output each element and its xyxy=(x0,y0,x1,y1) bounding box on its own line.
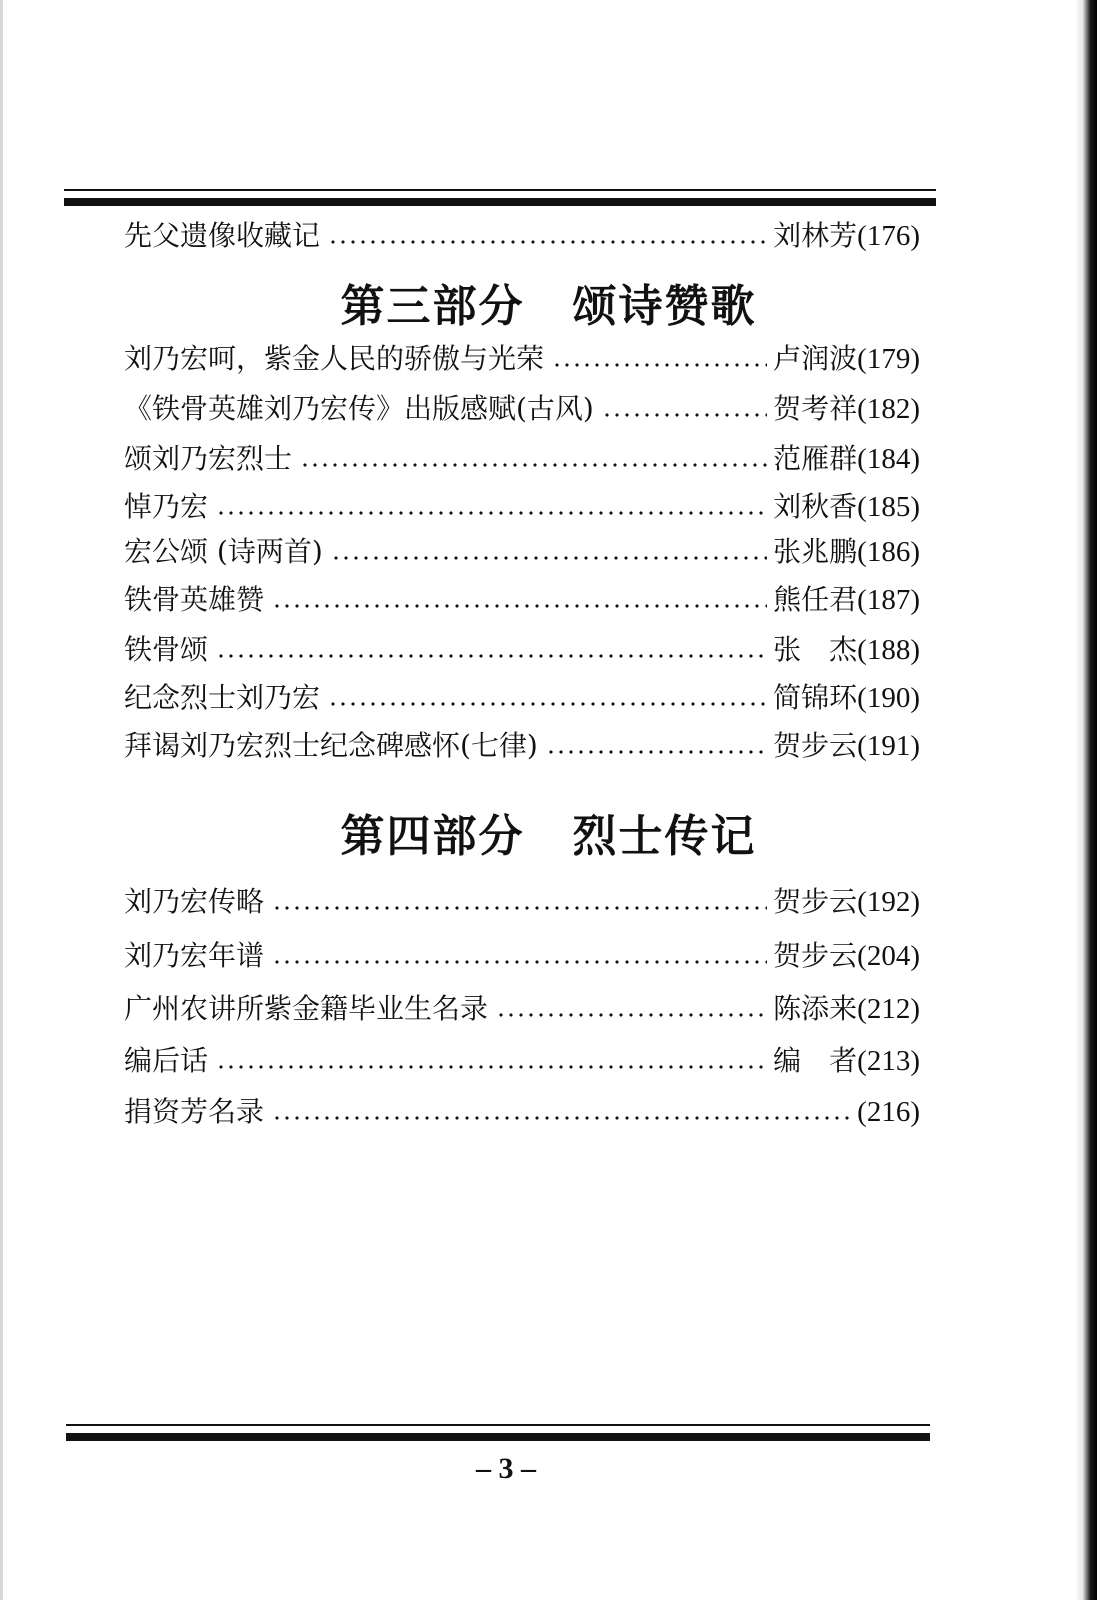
toc-entry[interactable] xyxy=(124,724,920,764)
toc-entry-title: 纪念烈士刘乃宏 xyxy=(124,681,321,714)
toc-entry-page: (190) xyxy=(857,682,920,714)
toc-entry-title: 广州农讲所紫金籍毕业生名录 xyxy=(124,992,489,1025)
dot-leader xyxy=(272,906,767,910)
dot-leader xyxy=(216,511,767,515)
dot-leader xyxy=(328,702,767,706)
toc-entry-title: 刘乃宏年谱 xyxy=(124,939,265,972)
toc-entry-author: 范雁群 xyxy=(773,442,858,475)
top-rule-thick xyxy=(64,198,936,206)
toc-entry-author: 卢润波 xyxy=(773,342,858,375)
toc-entry-author: 张兆鹏 xyxy=(773,535,858,568)
toc-entry[interactable] xyxy=(124,437,920,477)
toc-entry[interactable] xyxy=(124,1090,920,1130)
toc-entry-title: 先父遗像收藏记 xyxy=(124,219,321,252)
toc-entry[interactable] xyxy=(124,337,920,377)
toc-entry-author: 贺步云 xyxy=(773,885,858,918)
dot-leader xyxy=(272,1116,851,1120)
toc-entry-author: 熊任君 xyxy=(773,583,858,616)
toc-entry-author: 贺步云 xyxy=(773,729,858,762)
toc-entry[interactable] xyxy=(124,1039,920,1079)
dot-leader xyxy=(216,654,767,658)
toc-entry-author: 刘秋香 xyxy=(773,490,858,523)
toc-entry-title: 拜谒刘乃宏烈士纪念碑感怀(七律) xyxy=(124,729,538,762)
page-number: – 3 – xyxy=(476,1452,536,1485)
toc-entry[interactable] xyxy=(124,387,920,427)
toc-entry-author: 陈添来 xyxy=(773,992,858,1025)
dot-leader xyxy=(272,604,767,608)
toc-entry[interactable] xyxy=(124,987,920,1027)
toc-entry-title: 编后话 xyxy=(124,1044,209,1077)
toc-entry-author: 简锦环 xyxy=(773,681,858,714)
toc-entry-page: (179) xyxy=(857,343,920,375)
top-rule-thin xyxy=(64,189,936,191)
toc-entry[interactable] xyxy=(124,676,920,716)
section-heading-part-3 xyxy=(0,270,1097,334)
toc-entry-author: 刘林芳 xyxy=(773,219,858,252)
dot-leader xyxy=(300,463,767,467)
toc-entry-author: 贺考祥 xyxy=(773,392,858,425)
toc-entry[interactable] xyxy=(124,485,920,525)
toc-entry-title: 刘乃宏呵，紫金人民的骄傲与光荣 xyxy=(124,342,545,375)
dot-leader xyxy=(602,413,767,417)
toc-entry-page: (186) xyxy=(857,536,920,568)
dot-leader xyxy=(552,363,767,367)
toc-entry-page: (182) xyxy=(857,393,920,425)
toc-entry[interactable] xyxy=(124,578,920,618)
section-title: 颂诗赞歌 xyxy=(572,281,757,332)
toc-entry-page: (216) xyxy=(857,1096,920,1128)
toc-entry-title: 铁骨颂 xyxy=(124,633,209,666)
bottom-rule-thin xyxy=(66,1424,930,1426)
toc-entry-page: (212) xyxy=(857,993,920,1025)
toc-entry[interactable] xyxy=(124,880,920,920)
toc-entry-author: 贺步云 xyxy=(773,939,858,972)
toc-entry-title: 捐资芳名录 xyxy=(124,1095,265,1128)
dot-leader xyxy=(496,1013,767,1017)
toc-entry-title: 宏公颂 (诗两首) xyxy=(124,535,323,568)
toc-entry[interactable] xyxy=(124,934,920,974)
toc-entry-title: 《铁骨英雄刘乃宏传》出版感赋(古风) xyxy=(124,392,594,425)
toc-entry-title: 刘乃宏传略 xyxy=(124,885,265,918)
toc-entry-page: (213) xyxy=(857,1045,920,1077)
toc-entry[interactable] xyxy=(124,530,920,570)
toc-entry-page: (184) xyxy=(857,443,920,475)
dot-leader xyxy=(328,240,767,244)
section-part-label: 第四部分 xyxy=(340,811,525,862)
toc-entry-page: (187) xyxy=(857,584,920,616)
section-title: 烈士传记 xyxy=(572,811,757,862)
toc-entry-page: (188) xyxy=(857,634,920,666)
toc-entry-page: (185) xyxy=(857,491,920,523)
dot-leader xyxy=(272,960,767,964)
toc-entry-title: 颂刘乃宏烈士 xyxy=(124,442,293,475)
toc-entry[interactable] xyxy=(124,214,920,254)
toc-entry-page: (192) xyxy=(857,886,920,918)
section-heading-part-4 xyxy=(0,800,1097,864)
toc-entry-title: 铁骨英雄赞 xyxy=(124,583,265,616)
dot-leader xyxy=(546,750,767,754)
toc-entry-author: 张 杰 xyxy=(773,633,858,666)
section-part-label: 第三部分 xyxy=(340,281,525,332)
toc-entry-title: 悼乃宏 xyxy=(124,490,209,523)
toc-entry-page: (176) xyxy=(857,220,920,252)
toc-entry-author: 编 者 xyxy=(773,1044,858,1077)
toc-entry-page: (191) xyxy=(857,730,920,762)
toc-entry-page: (204) xyxy=(857,940,920,972)
dot-leader xyxy=(331,556,767,560)
dot-leader xyxy=(216,1065,767,1069)
toc-entry[interactable] xyxy=(124,628,920,668)
bottom-rule-thick xyxy=(66,1433,930,1441)
